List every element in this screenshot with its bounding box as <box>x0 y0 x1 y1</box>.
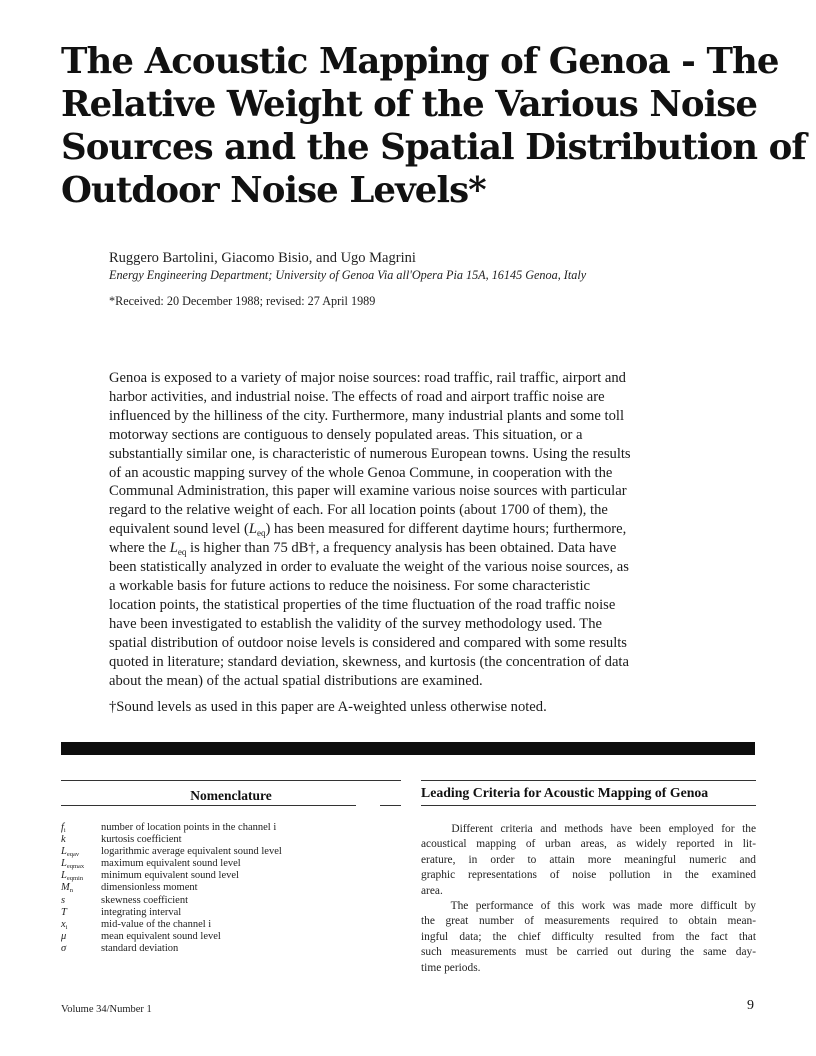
body-line: area. <box>421 884 443 897</box>
body-line: The performance of this work was made more difficult by <box>421 900 756 913</box>
leading-criteria-heading-rule <box>421 805 756 806</box>
abstract-line: Genoa is exposed to a variety of major noise sources: road traffic, rail traffic, airport and <box>109 370 626 386</box>
definition: minimum equivalent sound level <box>101 870 239 882</box>
nomenclature-item <box>61 919 401 931</box>
abstract-line: have been investigated to establish the validity of the survey methodology used. The <box>109 615 602 632</box>
body-line: acoustical mapping of urban areas, as widely reported in lit- <box>421 838 756 851</box>
abstract-text: is higher than 75 dB†, a frequency analysis has been obtained. Data have <box>186 540 617 557</box>
nomenclature-heading-rule-end <box>380 805 401 806</box>
abstract-line: been statistically analyzed in order to evaluate the weight of the various noise sources, as <box>109 559 629 576</box>
leading-criteria-top-rule <box>421 780 756 781</box>
definition: skewness coefficient <box>101 894 188 906</box>
abstract-line: about the mean) of the actual spatial distributions are examined. <box>109 672 483 689</box>
abstract-line: substantially similar one, is characteristic of numerous European towns. Using the results <box>109 445 631 462</box>
definition: mid-value of the channel i <box>101 918 212 930</box>
body-line: time periods. <box>421 961 481 974</box>
nomenclature-item <box>61 931 401 943</box>
title-line: The Acoustic Mapping of Genoa - The <box>61 41 779 82</box>
abstract-line <box>109 539 709 558</box>
nomenclature-item <box>61 882 401 894</box>
symbol: f <box>61 822 64 833</box>
leq-subscript: eq <box>177 547 187 558</box>
received-date: *Received: 20 December 1988; revised: 27 April 1989 <box>109 294 376 308</box>
abstract-line: influenced by the hilliness of the city. Furthermore, many industrial plants and some toll <box>109 407 624 424</box>
symbol-subscript: n <box>69 887 73 895</box>
nomenclature-item <box>61 846 401 858</box>
page-number: 9 <box>747 998 754 1013</box>
symbol-subscript: i <box>63 827 66 834</box>
definition: integrating interval <box>101 906 182 918</box>
paper-title <box>61 40 806 212</box>
symbol: L <box>61 870 67 882</box>
abstract-line: regard to the relative weight of each. For all location points (about 1700 of them), the <box>109 502 608 519</box>
section-heading-leading-criteria: Leading Criteria for Acoustic Mapping of Genoa <box>421 785 709 800</box>
abstract-line <box>109 520 709 539</box>
journal-volume: Volume 34/Number 1 <box>61 1004 152 1015</box>
abstract-line: motorway sections are contiguous to densely populated areas. This situation, or a <box>109 426 583 443</box>
symbol: M <box>61 882 70 894</box>
authors: Ruggero Bartolini, Giacomo Bisio, and Ugo Magrini <box>109 250 416 266</box>
definition: dimensionless moment <box>101 882 198 894</box>
symbol: σ <box>61 942 67 954</box>
abstract-line: of an acoustic mapping survey of the whole Genoa Commune, in cooperation with the <box>109 464 613 481</box>
symbol: T <box>61 906 67 918</box>
abstract-line: spatial distribution of outdoor noise levels is considered and compared with some results <box>109 634 627 651</box>
symbol: L <box>61 846 67 858</box>
abstract <box>109 369 709 690</box>
definition: maximum equivalent sound level <box>101 858 241 870</box>
title-line: Sources and the Spatial Distribution of <box>61 127 806 168</box>
definition: standard deviation <box>101 942 179 954</box>
leq-symbol: L <box>169 540 178 557</box>
abstract-text: where the <box>109 540 170 557</box>
symbol: s <box>61 894 66 906</box>
affiliation: Energy Engineering Department; University of Genoa Via all'Opera Pia 15A, 16145 Genoa, Italy <box>109 268 587 282</box>
nomenclature-item <box>61 943 401 955</box>
symbol: μ <box>61 930 67 942</box>
nomenclature-list <box>61 822 401 955</box>
definition: number of location points in the channel i <box>101 822 277 833</box>
abstract-line: a workable basis for future actions to reduce the noisiness. For some characteristic <box>109 577 591 594</box>
title-line: Relative Weight of the Various Noise <box>61 84 758 125</box>
nomenclature-item <box>61 834 401 846</box>
title-line: Outdoor Noise Levels* <box>61 170 486 211</box>
abstract-text: ) has been measured for different daytime hours; furthermore, <box>265 521 627 538</box>
body-line: such measurements must be carried out during the same day- <box>421 946 756 959</box>
abstract-line: location points, the statistical properties of the time fluctuation of the road traffic noise <box>109 596 616 613</box>
abstract-line: harbor activities, and industrial noise. The effects of road and airport traffic noise are <box>109 388 605 405</box>
symbol: L <box>61 858 67 870</box>
nomenclature-item <box>61 822 401 834</box>
nomenclature-item <box>61 858 401 870</box>
symbol-subscript: eqmax <box>66 863 85 871</box>
leq-subscript: eq <box>256 528 266 539</box>
definition: logarithmic average equivalent sound level <box>101 846 282 858</box>
definition: mean equivalent sound level <box>101 930 221 942</box>
leq-symbol: L <box>248 521 257 538</box>
nomenclature-item <box>61 870 401 882</box>
body-line: the great number of measurements required to obtain mean- <box>421 915 756 928</box>
body-line: ingful data; the chief difficulty resulted from the fact that <box>421 930 756 943</box>
abstract-line: quoted in literature; standard deviation, skewness, and kurtosis (the concentration of data <box>109 653 629 670</box>
symbol-subscript: i <box>65 923 68 931</box>
body-line: erature, in order to attain more meaningful numeric and <box>421 853 756 866</box>
symbol: k <box>61 834 66 846</box>
leading-criteria-body <box>421 822 756 976</box>
nomenclature-top-rule <box>61 780 401 781</box>
symbol: x <box>61 918 66 930</box>
nomenclature-item <box>61 895 401 907</box>
abstract-text: equivalent sound level ( <box>109 521 249 538</box>
abstract-line: Communal Administration, this paper will examine various noise sources with particular <box>109 483 627 500</box>
definition: kurtosis coefficient <box>101 834 182 846</box>
nomenclature-item <box>61 907 401 919</box>
symbol-subscript: eqmin <box>66 875 84 883</box>
nomenclature-heading-rule <box>61 805 356 806</box>
section-divider <box>61 742 755 755</box>
symbol-subscript: eqav <box>66 851 80 859</box>
body-line: graphic representations of noise pollution in the examined <box>421 869 756 882</box>
nomenclature-heading: Nomenclature <box>190 788 272 803</box>
body-line: Different criteria and methods have been employed for the <box>421 823 756 835</box>
footnote: †Sound levels as used in this paper are A-weighted unless otherwise noted. <box>109 699 547 715</box>
